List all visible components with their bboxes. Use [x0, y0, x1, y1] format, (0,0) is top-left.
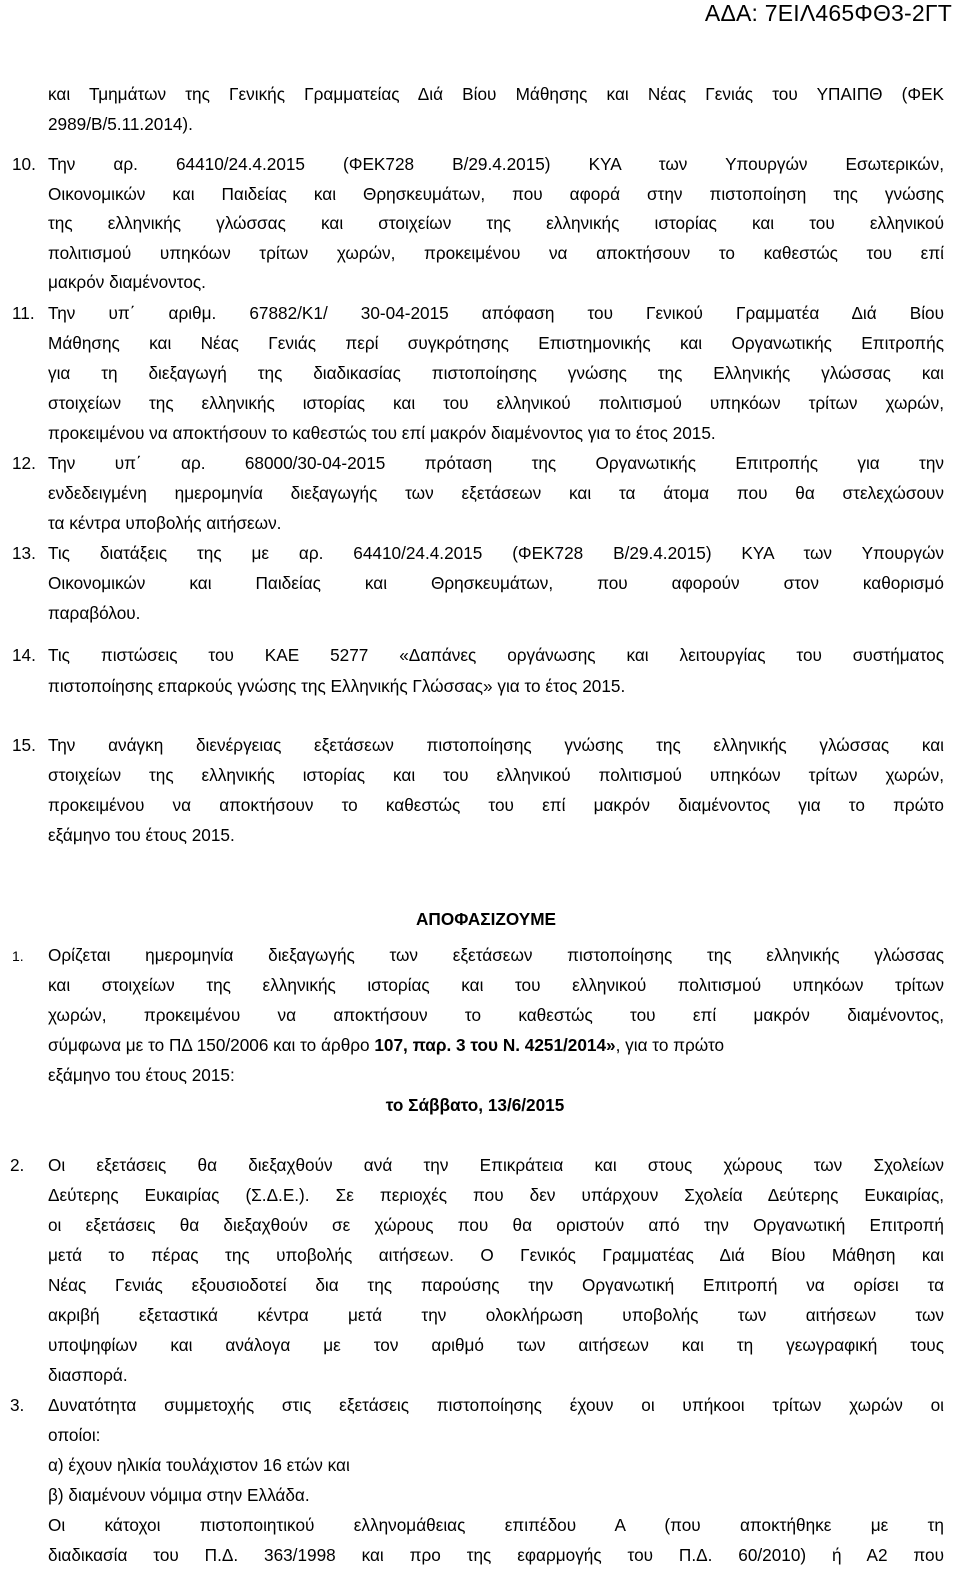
- item-number: 3.: [10, 1395, 25, 1415]
- text-line: Την ανάγκη διενέργειας εξετάσεων πιστοποίησης γνώσης της ελληνικής γλώσσας και: [48, 735, 944, 755]
- item-number: 15.: [12, 735, 36, 755]
- text-line: διαδικασία του Π.Δ. 363/1998 και προ της εφαρμογής του Π.Δ. 60/2010) ή Α2 που: [48, 1545, 944, 1565]
- text-line: και Τμημάτων της Γενικής Γραμματείας Διά Βίου Μάθησης και Νέας Γενιάς του ΥΠΑΙΠΘ (ΦΕΚ: [48, 84, 944, 104]
- text-line: πιστοποίησης επαρκούς γνώσης της Ελληνικής Γλώσσας» για το έτος 2015.: [48, 676, 626, 696]
- item-number: 13.: [12, 543, 36, 563]
- text-line: παραβόλου.: [48, 603, 141, 623]
- text-line: Οι κάτοχοι πιστοποιητικού ελληνομάθειας επιπέδου Α (που αποκτήθηκε με τη: [48, 1515, 944, 1535]
- text-line: ακριβή εξεταστικά κέντρα μετά την ολοκλήρωση υποβολής των αιτήσεων των: [48, 1305, 944, 1325]
- text-line: Τις διατάξεις της με αρ. 64410/24.4.2015 (ΦΕΚ728 Β/29.4.2015) ΚΥΑ των Υπουργών: [48, 543, 944, 563]
- text-line: Τις πιστώσεις του ΚΑΕ 5277 «Δαπάνες οργάνωσης και λειτουργίας του συστήματος: [48, 645, 944, 665]
- text-line: Την υπ΄ αρ. 68000/30-04-2015 πρόταση της Οργανωτικής Επιτροπής για την: [48, 453, 944, 473]
- text-line: στοιχείων της ελληνικής ιστορίας και του ελληνικού πολιτισμού υπηκόων τρίτων χωρών,: [48, 393, 944, 413]
- text-line: Οι εξετάσεις θα διεξαχθούν ανά την Επικράτεια και στους χώρους των Σχολείων: [48, 1155, 944, 1175]
- text-span: σύμφωνα με το ΠΔ 150/2006 και το άρθρο: [48, 1035, 375, 1055]
- text-line: υποψηφίων και ανάλογα με τον αριθμό των αιτήσεων και τη γεωγραφική τους: [48, 1335, 944, 1355]
- text-line: εξάμηνο του έτους 2015.: [48, 825, 235, 845]
- text-line: β) διαμένουν νόμιμα στην Ελλάδα.: [48, 1485, 310, 1505]
- item-number: 10.: [12, 154, 36, 174]
- text-line: τα κέντρα υποβολής αιτήσεων.: [48, 513, 282, 533]
- section-heading: ΑΠΟΦΑΣΙΖΟΥΜΕ: [416, 909, 556, 929]
- text-line: ενδεδειγμένη ημερομηνία διεξαγωγής των εξετάσεων και τα άτομα που θα στελεχώσουν: [48, 483, 944, 503]
- text-line: της ελληνικής γλώσσας και στοιχείων της ελληνικής ιστορίας και του ελληνικού: [48, 213, 944, 233]
- item-number: 1.: [12, 948, 24, 964]
- text-line: μετά το πέρας της υποβολής αιτήσεων. Ο Γενικός Γραμματέας Διά Βίου Μάθηση και: [48, 1245, 944, 1265]
- text-line: προκειμένου να αποκτήσουν το καθεστώς του επί μακρόν διαμένοντος για το πρώτο: [48, 795, 944, 815]
- text-line: στοιχείων της ελληνικής ιστορίας και του ελληνικού πολιτισμού υπηκόων τρίτων χωρών,: [48, 765, 944, 785]
- text-line: εξάμηνο του έτους 2015:: [48, 1065, 235, 1085]
- item-number: 12.: [12, 453, 36, 473]
- text-line: για τη διεξαγωγή της διαδικασίας πιστοποίησης γνώσης της Ελληνικής γλώσσας και: [48, 363, 944, 383]
- ada-code: ΑΔΑ: 7ΕΙΛ465ΦΘ3-2ΓΤ: [704, 0, 952, 26]
- text-line: και στοιχείων της ελληνικής ιστορίας και του ελληνικού πολιτισμού υπηκόων τρίτων: [48, 975, 944, 995]
- text-line: Την υπ΄ αριθμ. 67882/Κ1/ 30-04-2015 απόφαση του Γενικού Γραμματέα Διά Βίου: [48, 303, 944, 323]
- text-line: Μάθησης και Νέας Γενιάς περί συγκρότησης Επιστημονικής και Οργανωτικής Επιτροπής: [48, 333, 944, 353]
- text-line-mixed: [48, 1035, 944, 1055]
- text-line: οι εξετάσεις θα διεξαχθούν σε χώρους που θα οριστούν από την Οργανωτική Επιτροπή: [48, 1215, 944, 1235]
- text-line: 2989/Β/5.11.2014).: [48, 114, 193, 134]
- text-line: Δυνατότητα συμμετοχής στις εξετάσεις πιστοποίησης έχουν οι υπήκοοι τρίτων χωρών οι: [48, 1395, 944, 1415]
- text-line: Δεύτερης Ευκαιρίας (Σ.Δ.Ε.). Σε περιοχές που δεν υπάρχουν Σχολεία Δεύτερης Ευκαιρίας,: [48, 1185, 944, 1205]
- text-line: πολιτισμού υπηκόων τρίτων χωρών, προκειμένου να αποκτήσουν το καθεστώς του επί: [48, 243, 944, 263]
- text-line: Οικονομικών και Παιδείας και Θρησκευμάτων, που αφορά στην πιστοποίηση της γνώσης: [48, 184, 944, 204]
- text-line: χωρών, προκειμένου να αποκτήσουν το καθεστώς του επί μακρόν διαμένοντος,: [48, 1005, 944, 1025]
- item-number: 2.: [10, 1155, 25, 1175]
- text-span: , για το πρώτο: [615, 1035, 725, 1055]
- text-line: Οικονομικών και Παιδείας και Θρησκευμάτων, που αφορούν στον καθορισμό: [48, 573, 944, 593]
- text-line: οποίοι:: [48, 1425, 101, 1445]
- text-line: διασπορά.: [48, 1365, 128, 1385]
- text-line: Ορίζεται ημερομηνία διεξαγωγής των εξετάσεων πιστοποίησης της ελληνικής γλώσσας: [48, 945, 944, 965]
- text-line: Την αρ. 64410/24.4.2015 (ΦΕΚ728 Β/29.4.2015) ΚΥΑ των Υπουργών Εσωτερικών,: [48, 154, 944, 174]
- text-line: Νέας Γενιάς εξουσιοδοτεί δια της παρούσης την Οργανωτική Επιτροπή να ορίσει τα: [48, 1275, 944, 1295]
- item-number: 14.: [12, 645, 36, 665]
- exam-date: το Σάββατο, 13/6/2015: [385, 1095, 565, 1115]
- text-line: μακρόν διαμένοντος.: [48, 272, 206, 292]
- item-number: 11.: [12, 303, 35, 323]
- text-line: προκειμένου να αποκτήσουν το καθεστώς του επί μακρόν διαμένοντος για το έτος 2015.: [48, 423, 716, 443]
- text-line: α) έχουν ηλικία τουλάχιστον 16 ετών και: [48, 1455, 350, 1475]
- law-reference-bold: 107, παρ. 3 του Ν. 4251/2014»: [374, 1035, 616, 1055]
